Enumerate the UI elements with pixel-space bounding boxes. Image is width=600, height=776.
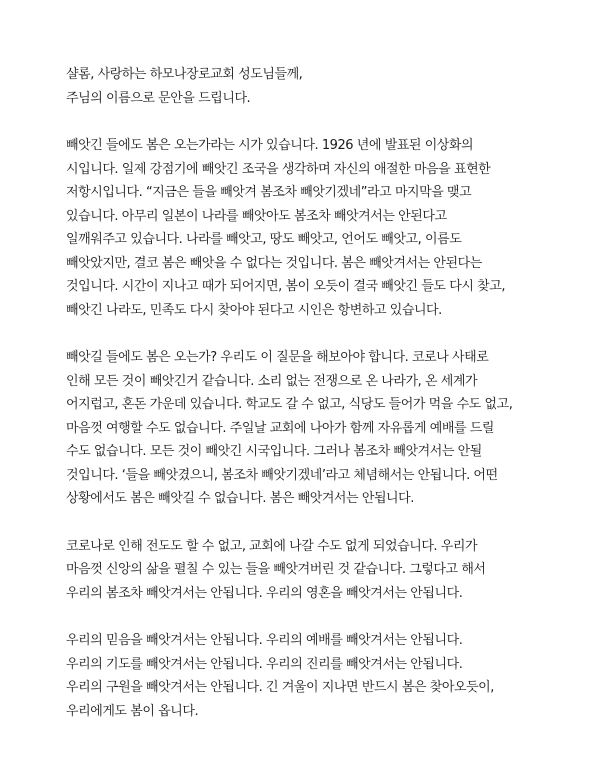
text-line: 빼앗긴 나라도, 민족도 다시 찾아야 된다고 시인은 항변하고 있습니다.: [66, 302, 442, 318]
text-line: 코로나로 인해 전도도 할 수 없고, 교회에 나갈 수도 없게 되었습니다. 우리가: [66, 538, 478, 554]
text-line: 어지럽고, 혼돈 가운데 있습니다. 학교도 갈 수 없고, 식당도 들어가 먹을 수도 없고,: [66, 397, 513, 412]
text-line: 우리에게도 봄이 옵니다.: [66, 703, 199, 719]
text-line: 일깨워주고 있습니다. 나라를 빼앗고, 땅도 빼앗고, 언어도 빼앗고, 이름도: [66, 232, 462, 247]
text-line: 것입니다. ‘들을 빼앗겼으니, 봄조차 빼앗기겠네’라고 체념해서는 안됩니다. 어떤: [66, 467, 498, 483]
paragraph-4: [66, 629, 570, 723]
paragraph-2: [66, 346, 570, 511]
text-line: 있습니다. 아무리 일본이 나라를 빼앗아도 봄조차 빼앗겨서는 안된다고: [66, 208, 447, 224]
text-line: 우리의 믿음을 빼앗겨서는 안됩니다. 우리의 예배를 빼앗겨서는 안됩니다.: [66, 633, 463, 648]
text-line: 마음껏 여행할 수도 없습니다. 주일날 교회에 나아가 함께 자유롭게 예배를 드릴: [66, 420, 494, 436]
text-line: 인해 모든 것이 빼앗긴거 같습니다. 소리 없는 전쟁으로 온 나라가, 온 세계가: [66, 373, 478, 389]
text-line: 우리의 봄조차 빼앗겨서는 안됩니다. 우리의 영혼을 빼앗겨서는 안됩니다.: [66, 585, 463, 601]
text-line: 상황에서도 봄은 빼앗길 수 없습니다. 봄은 빼앗겨서는 안됩니다.: [66, 491, 414, 506]
text-line: 빼앗았지만, 결코 봄은 빼앗을 수 없다는 것입니다. 봄은 빼앗겨서는 안된다는: [66, 255, 482, 271]
text-line: 마음껏 신앙의 삶을 펼칠 수 있는 들을 빼앗겨버린 것 같습니다. 그렇다고 해서: [66, 562, 486, 577]
greeting-line: 주님의 이름으로 문안을 드립니다.: [66, 90, 251, 106]
text-line: 우리의 기도를 빼앗겨서는 안됩니다. 우리의 진리를 빼앗겨서는 안됩니다.: [66, 656, 463, 672]
text-line: 수도 없습니다. 모든 것이 빼앗긴 시국입니다. 그러나 봄조차 빼앗겨서는 안될: [66, 444, 482, 459]
paragraph-1: [66, 134, 570, 322]
text-line: 시입니다. 일제 강점기에 빼앗긴 조국을 생각하며 자신의 애절한 마음을 표현한: [66, 161, 491, 177]
greeting-block: [66, 63, 570, 110]
text-line: 빼앗긴 들에도 봄은 오는가라는 시가 있습니다. 1926 년에 발표된 이상화의: [66, 138, 474, 153]
text-line: 것입니다. 시간이 지나고 때가 되어지면, 봄이 오듯이 결국 빼앗긴 들도 다시 찾고,: [66, 279, 506, 294]
text-line: 우리의 구원을 빼앗겨서는 안됩니다. 긴 겨울이 지나면 반드시 봄은 찾아오듯이,: [66, 680, 494, 695]
text-line: 저항시입니다. “지금은 들을 빼앗겨 봄조차 빼앗기겠네”라고 마지막을 맺고: [66, 185, 472, 200]
paragraph-3: [66, 535, 570, 606]
greeting-line: 샬롬, 사랑하는 하모나장로교회 성도님들께,: [66, 67, 303, 82]
text-line: 빼앗길 들에도 봄은 오는가? 우리도 이 질문을 해보아야 합니다. 코로나 사태로: [66, 350, 489, 365]
